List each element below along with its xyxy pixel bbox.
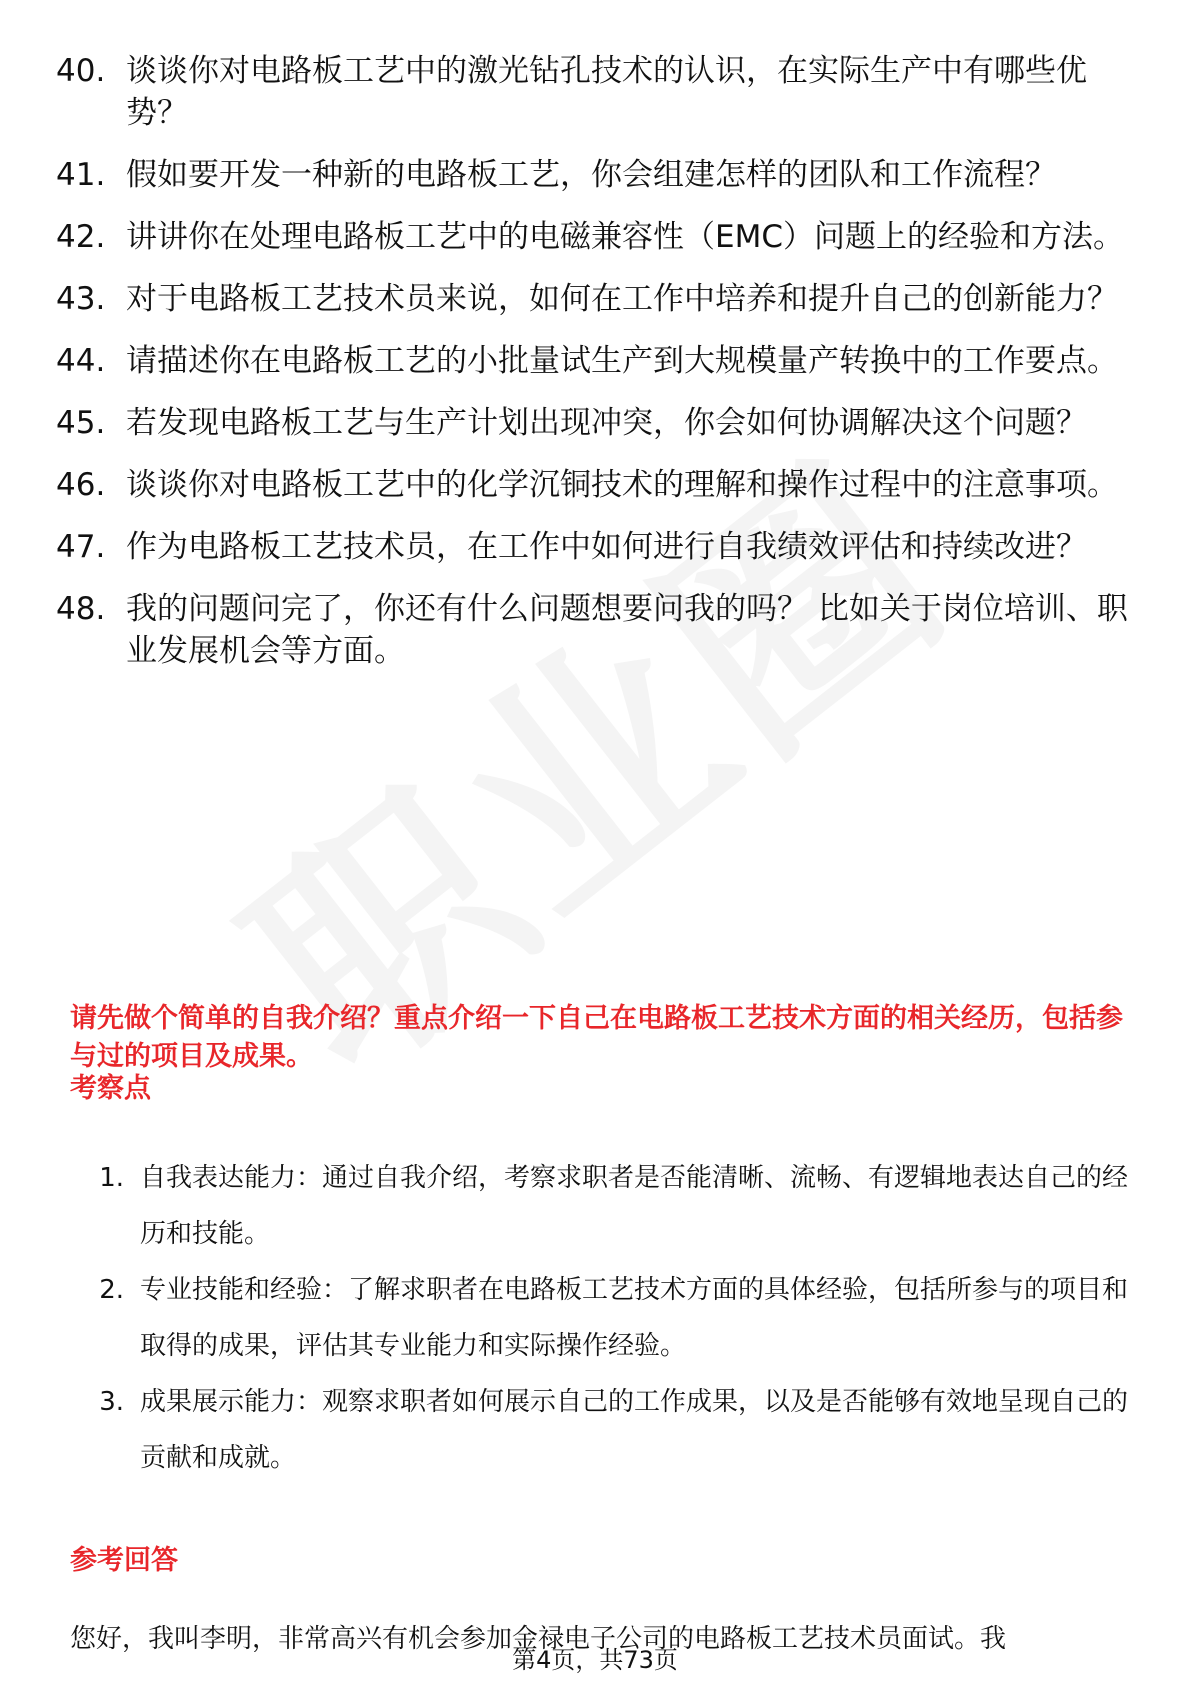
question-item xyxy=(56,526,1136,568)
evaluation-points xyxy=(70,1150,1140,1486)
answer-heading: 参考回答 xyxy=(70,1545,178,1576)
kaochadian-heading: 考察点 xyxy=(70,1073,151,1104)
question-number: 48. xyxy=(56,591,106,627)
question-number: 47. xyxy=(56,529,106,565)
answer-text: 您好，我叫李明，非常高兴有机会参加金禄电子公司的电路板工艺技术员面试。我 xyxy=(70,1624,1007,1652)
point-number: 1. xyxy=(99,1163,124,1193)
question-number: 46. xyxy=(56,467,106,503)
list-item xyxy=(70,1150,1140,1262)
point-text: 成果展示能力：观察求职者如何展示自己的工作成果，以及是否能够有效地呈现自己的贡献和成就。 xyxy=(140,1387,1129,1473)
list-item xyxy=(70,1374,1140,1486)
list-item xyxy=(70,1262,1140,1374)
question-number: 43. xyxy=(56,281,106,317)
question-number: 45. xyxy=(56,405,106,441)
question-text: 谈谈你对电路板工艺中的激光钻孔技术的认识，在实际生产中有哪些优势？ xyxy=(126,53,1087,131)
point-number: 2. xyxy=(99,1275,124,1305)
question-number: 40. xyxy=(56,53,106,89)
question-item xyxy=(56,402,1136,444)
question-item xyxy=(56,278,1136,320)
question-text: 假如要开发一种新的电路板工艺，你会组建怎样的团队和工作流程？ xyxy=(126,157,1056,193)
question-number: 44. xyxy=(56,343,106,379)
question-text: 谈谈你对电路板工艺中的化学沉铜技术的理解和操作过程中的注意事项。 xyxy=(126,467,1118,503)
point-number: 3. xyxy=(99,1387,124,1417)
question-item xyxy=(56,340,1136,382)
point-text: 专业技能和经验：了解求职者在电路板工艺技术方面的具体经验，包括所参与的项目和取得的成果，评估其专业能力和实际操作经验。 xyxy=(140,1275,1129,1361)
point-text: 自我表达能力：通过自我介绍，考察求职者是否能清晰、流畅、有逻辑地表达自己的经历和技能。 xyxy=(140,1163,1129,1249)
question-item xyxy=(56,464,1136,506)
section-question: 请先做个简单的自我介绍？重点介绍一下自己在电路板工艺技术方面的相关经历，包括参与过的项目及成果。 xyxy=(70,1003,1123,1072)
question-text: 我的问题问完了，你还有什么问题想要问我的吗？ 比如关于岗位培训、职业发展机会等方面。 xyxy=(126,591,1128,669)
question-item xyxy=(56,588,1136,672)
question-item xyxy=(56,216,1136,258)
question-text: 若发现电路板工艺与生产计划出现冲突，你会如何协调解决这个问题？ xyxy=(126,405,1087,441)
page-footer: 第4页，共73页 xyxy=(512,1646,678,1674)
question-text: 对于电路板工艺技术员来说，如何在工作中培养和提升自己的创新能力？ xyxy=(126,281,1118,317)
question-number: 41. xyxy=(56,157,106,193)
question-text: 作为电路板工艺技术员，在工作中如何进行自我绩效评估和持续改进？ xyxy=(126,529,1087,565)
question-list xyxy=(56,50,1136,692)
question-text: 请描述你在电路板工艺的小批量试生产到大规模量产转换中的工作要点。 xyxy=(126,343,1118,379)
question-item xyxy=(56,154,1136,196)
question-text: 讲讲你在处理电路板工艺中的电磁兼容性（EMC）问题上的经验和方法。 xyxy=(126,219,1124,255)
question-item xyxy=(56,50,1136,134)
question-number: 42. xyxy=(56,219,106,255)
